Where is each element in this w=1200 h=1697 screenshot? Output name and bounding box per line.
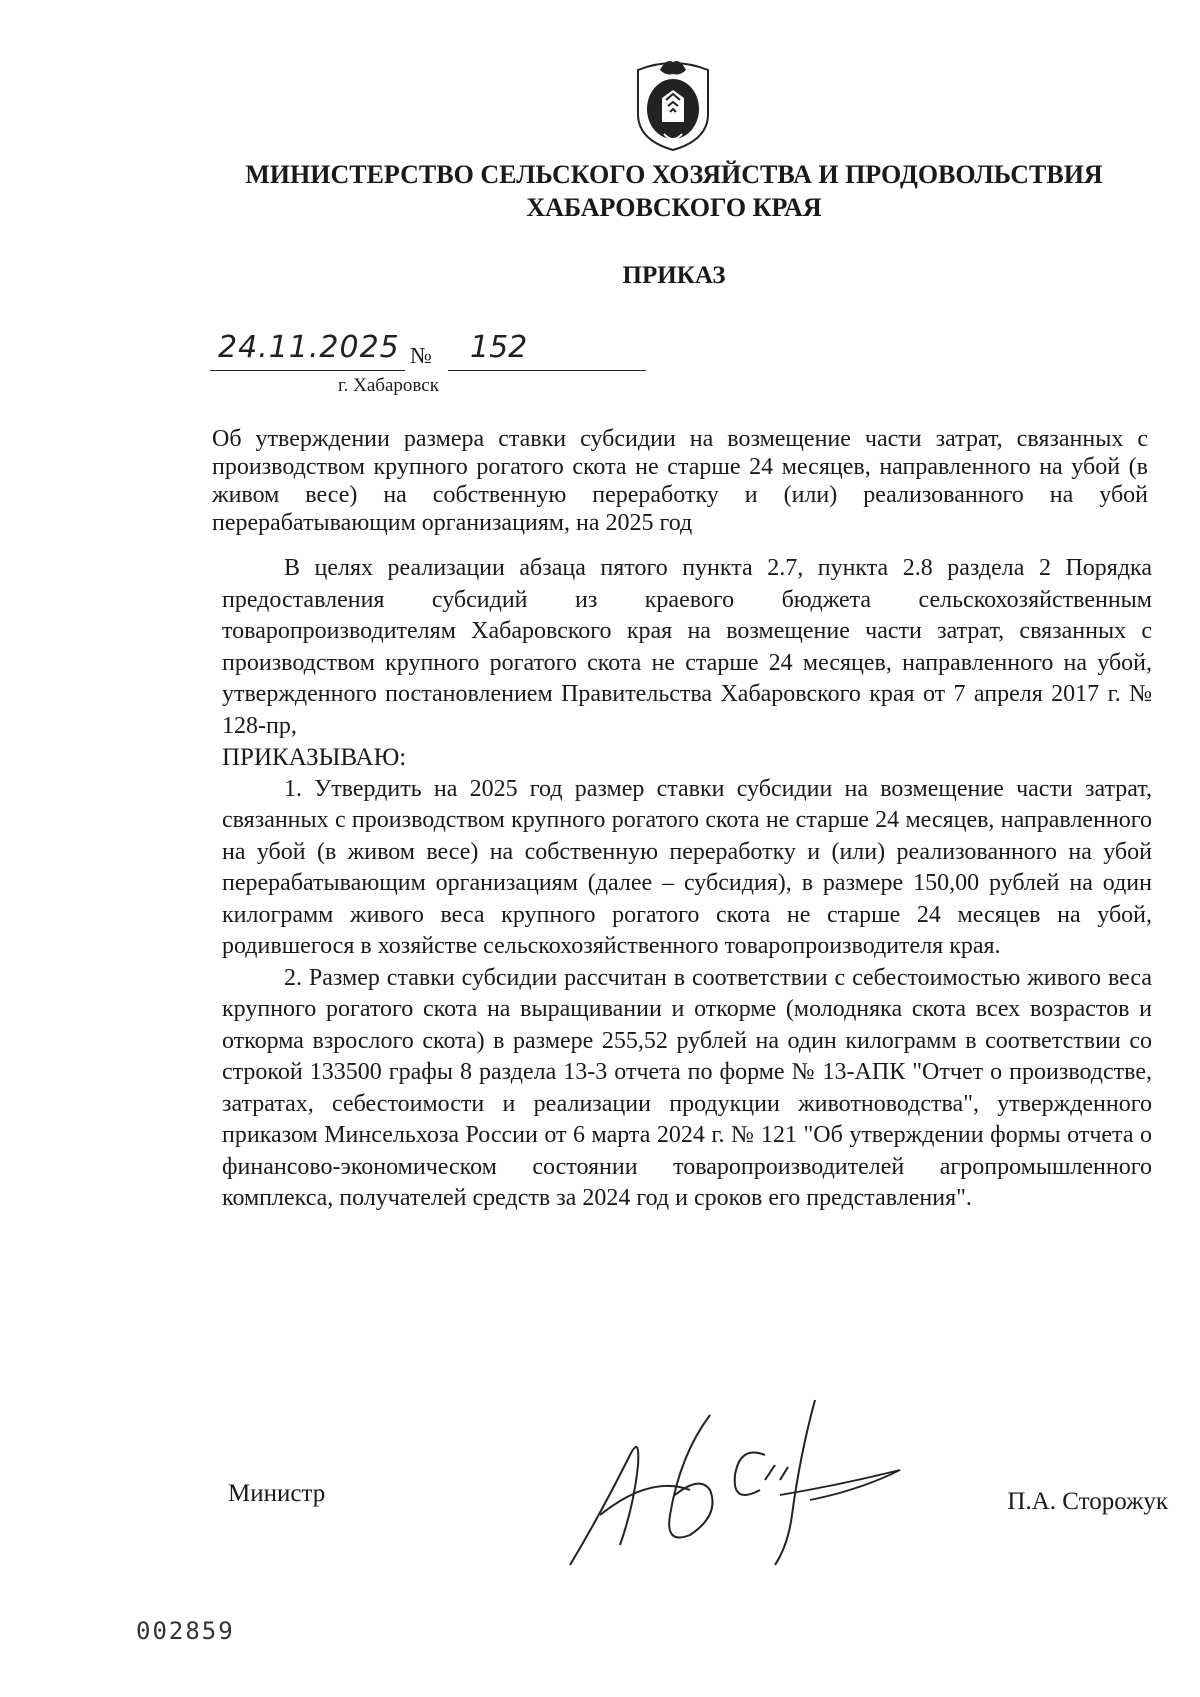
order-number: 152 <box>470 330 528 365</box>
number-underline <box>448 370 646 371</box>
order-date: 24.11.2025 <box>218 330 400 365</box>
order-item-2: 2. Размер ставки субсидии рассчитан в соответствии с себестоимостью живого веса крупного рогатого скота на выращивании и откорме (молодняка скота всех возрастов и откорма взрослого скота) в размере 255,52 рублей на один килограмм в соответствии со строкой 133500 графы 8 раздела 13-3 отчета по форме № 13-АПК "Отчет о производстве, затратах, себестоимости и реализации продукции животноводства", утвержденного приказом Минсельхоза России от 6 марта 2024 г. № 121 "Об утверждении формы отчета о финансово-экономическом состоянии товаропроизводителей агропромышленного комплекса, получателей средств за 2024 год и сроков его представления". <box>222 964 1152 1211</box>
document-type-title: ПРИКАЗ <box>622 262 726 289</box>
order-date-number-row <box>210 330 650 375</box>
order-body <box>222 553 1152 1215</box>
order-item-1: 1. Утвердить на 2025 год размер ставки субсидии на возмещение части затрат, связанных с производством крупного рогатого скота не старше 24 месяцев, направленного на убой (в живом весе) на собственную переработку и (или) реализованного на убой перерабатывающим организациям (далее – субсидия), в размере 150,00 рублей на один килограмм живого веса крупного рогатого скота не старше 24 месяцев на убой, родившегося в хозяйстве сельскохозяйственного товаропроизводителя края. <box>222 775 1152 959</box>
order-subject: Об утверждении размера ставки субсидии на возмещение части затрат, связанных с производством крупного рогатого скота не старше 24 месяцев, направленного на убой (в живом весе) на собственную переработку и (или) реализованного на убой перерабатывающим организациям, на 2025 год <box>212 426 1148 536</box>
orders-word: ПРИКАЗЫВАЮ: <box>222 744 407 771</box>
signatory-position: Министр <box>228 1480 326 1507</box>
ministry-name-line1: МИНИСТЕРСТВО СЕЛЬСКОГО ХОЗЯЙСТВА И ПРОДОВОЛЬСТВИЯ <box>245 160 1103 189</box>
form-serial-number: 002859 <box>136 1617 235 1645</box>
signatory-name: П.А. Сторожук <box>1007 1488 1168 1515</box>
order-city: г. Хабаровск <box>338 375 439 396</box>
coat-of-arms-emblem-icon <box>630 52 716 152</box>
ministry-name <box>200 158 1148 224</box>
ministry-name-line2: ХАБАРОВСКОГО КРАЯ <box>526 193 822 222</box>
signature-block <box>228 1480 1168 1540</box>
date-underline <box>210 370 405 371</box>
preamble-paragraph: В целях реализации абзаца пятого пункта 2.7, пункта 2.8 раздела 2 Порядка предоставления субсидий из краевого бюджета сельскохозяйственным товаропроизводителям Хабаровского края на возмещение части затрат, связанных с производством крупного рогатого скота не старше 24 месяцев, направленного на убой, утвержденного постановлением Правительства Хабаровского края от 7 апреля 2017 г. № 128-пр, <box>222 555 1152 739</box>
number-sign: № <box>410 343 432 368</box>
